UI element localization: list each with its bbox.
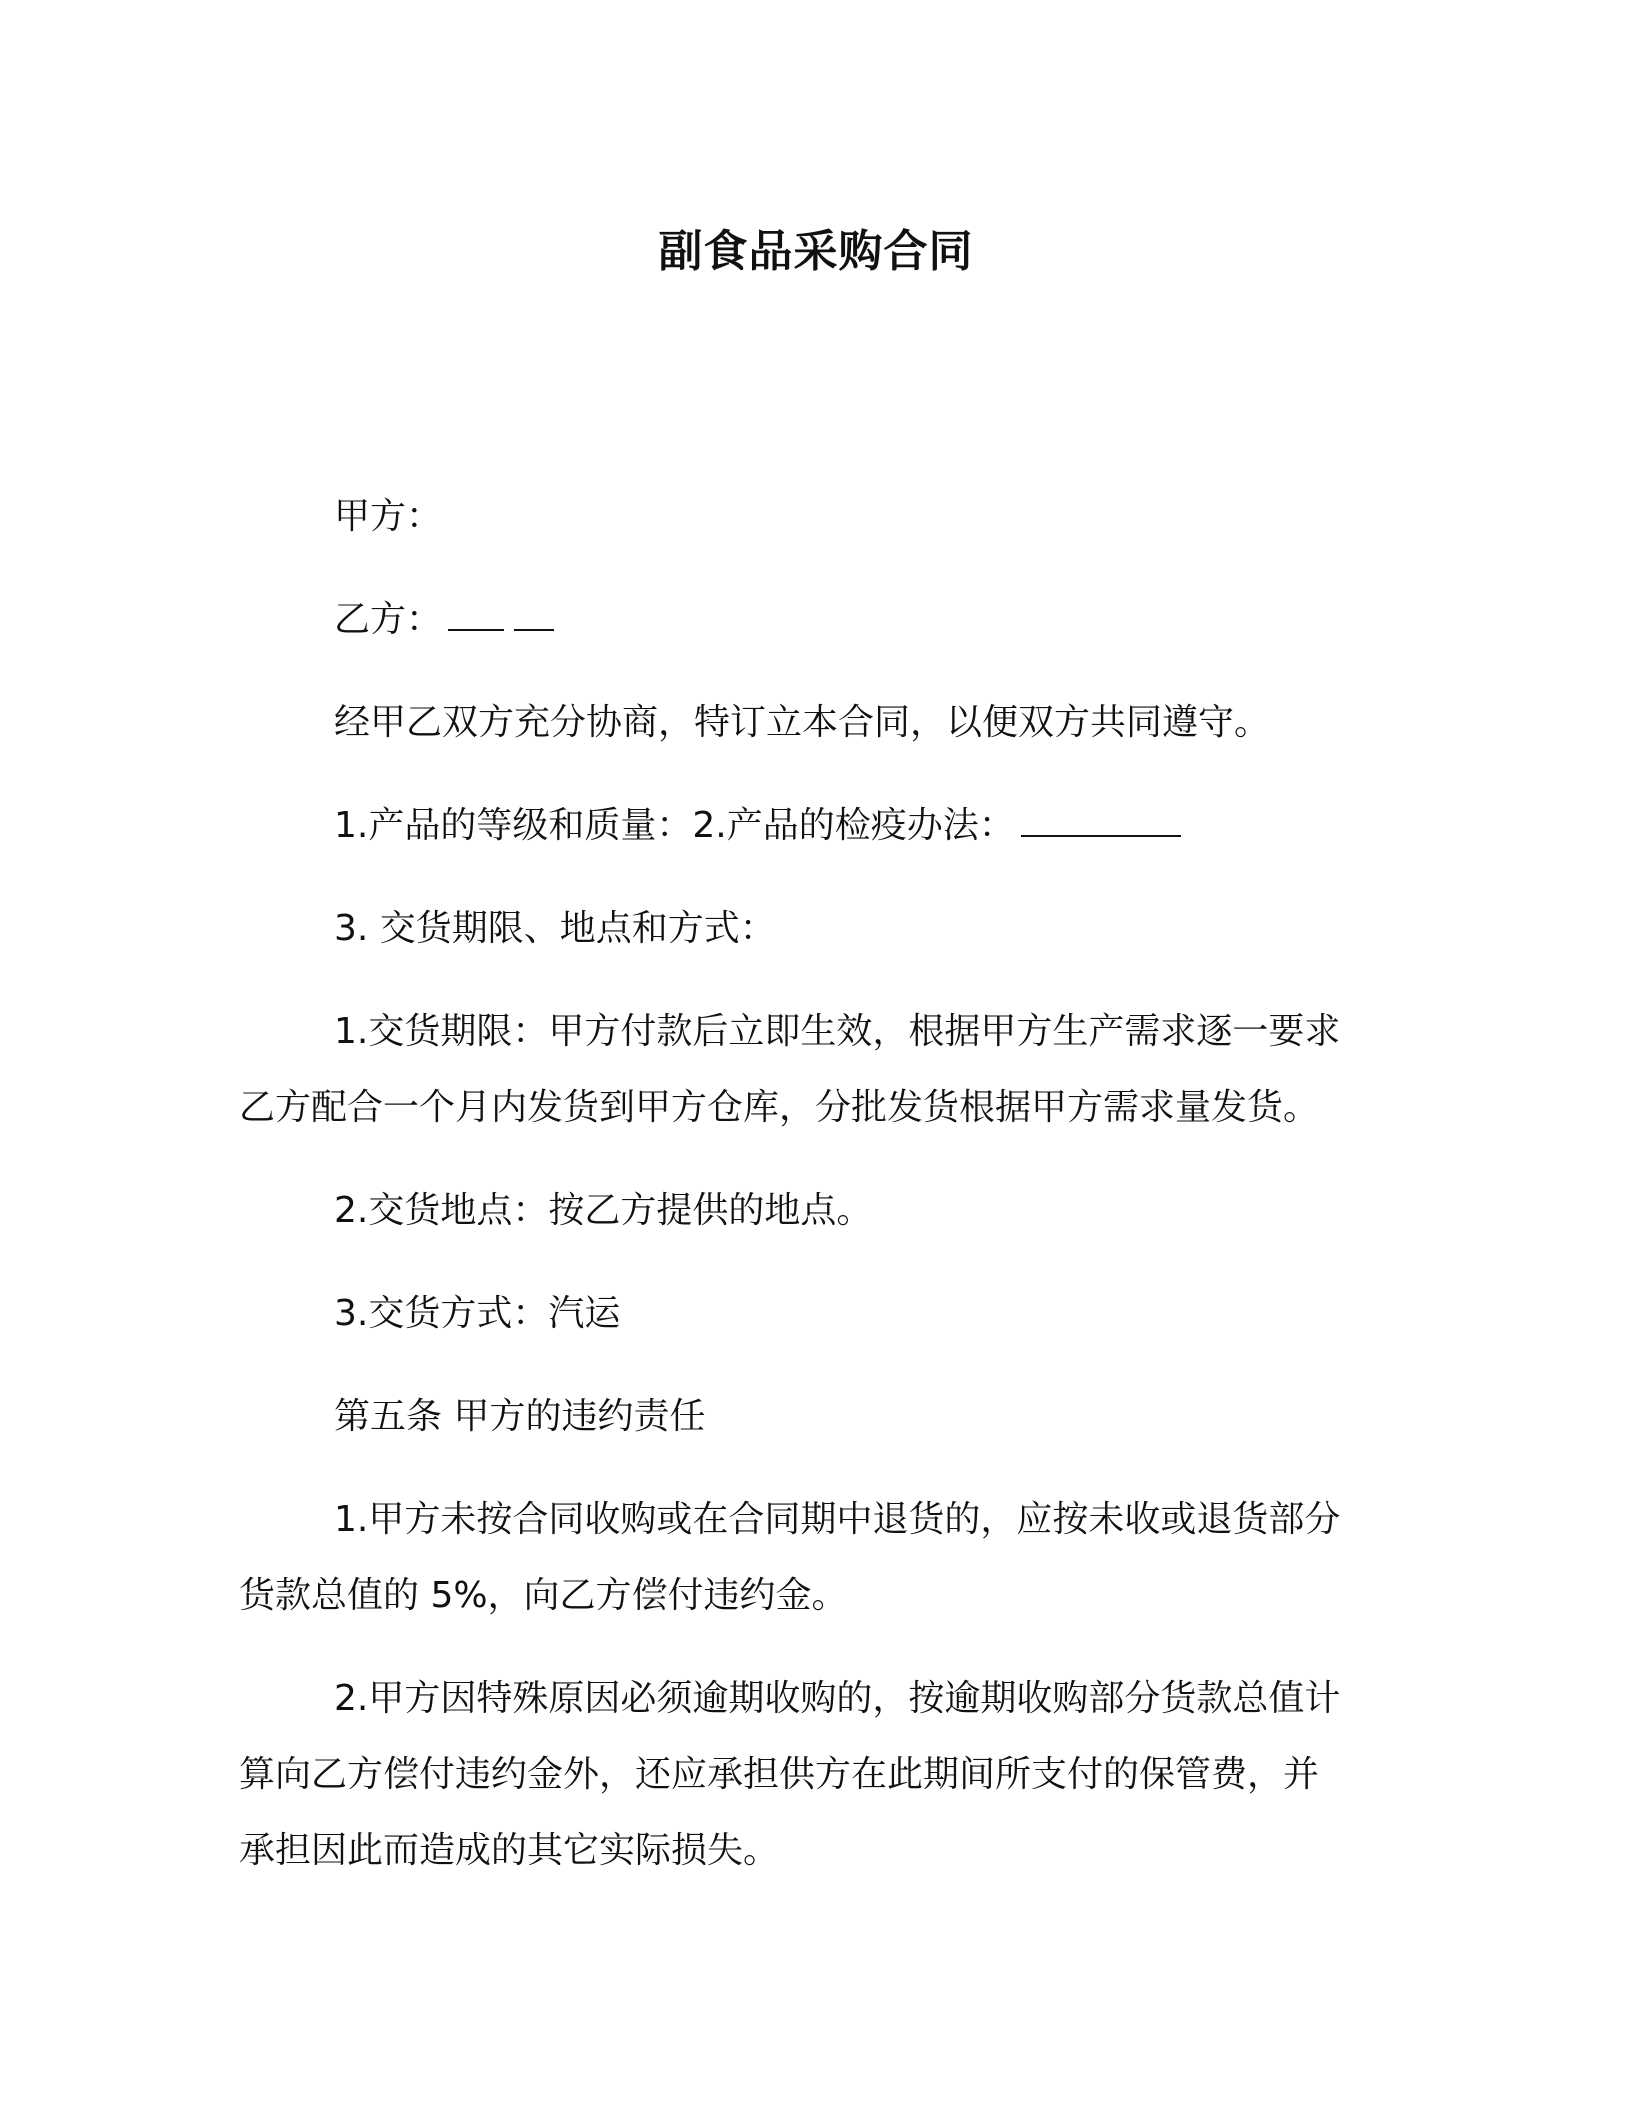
delivery-method-line: 3.交货方式：汽运 <box>334 1293 621 1334</box>
liability-2-line1: 2.甲方因特殊原因必须逾期收购的，按逾期收购部分货款总值计 <box>334 1678 1341 1719</box>
party-a-label: 甲方： <box>334 496 443 537</box>
liability-2-line3: 承担因此而造成的其它实际损失。 <box>239 1830 780 1871</box>
party-b-blank-1 <box>448 599 504 631</box>
delivery-period-line1: 1.交货期限：甲方付款后立即生效，根据甲方生产需求逐一要求 <box>334 1011 1341 1052</box>
quality-inspection-line <box>334 789 1484 863</box>
quality-inspection-text: 1.产品的等级和质量：2.产品的检疫办法： <box>334 805 1015 846</box>
intro-paragraph: 经甲乙双方充分协商，特订立本合同，以便双方共同遵守。 <box>334 702 1271 743</box>
delivery-place-line: 2.交货地点：按乙方提供的地点。 <box>334 1190 873 1231</box>
document-title: 副食品采购合同 <box>658 226 974 277</box>
article-5-heading: 第五条 甲方的违约责任 <box>334 1396 706 1437</box>
inspection-blank <box>1021 805 1181 837</box>
liability-2-line2: 算向乙方偿付违约金外，还应承担供方在此期间所支付的保管费，并 <box>239 1754 1320 1795</box>
party-b-blank-2 <box>514 599 554 631</box>
liability-1-line2: 货款总值的 5%，向乙方偿付违约金。 <box>239 1575 848 1616</box>
liability-1-line1: 1.甲方未按合同收购或在合同期中退货的，应按未收或退货部分 <box>334 1499 1341 1540</box>
party-b-line <box>334 583 1484 657</box>
delivery-period-line2: 乙方配合一个月内发货到甲方仓库，分批发货根据甲方需求量发货。 <box>239 1087 1320 1128</box>
delivery-terms-heading: 3. 交货期限、地点和方式： <box>334 908 776 949</box>
party-b-label: 乙方： <box>334 599 443 640</box>
party-a-line <box>334 480 1484 554</box>
